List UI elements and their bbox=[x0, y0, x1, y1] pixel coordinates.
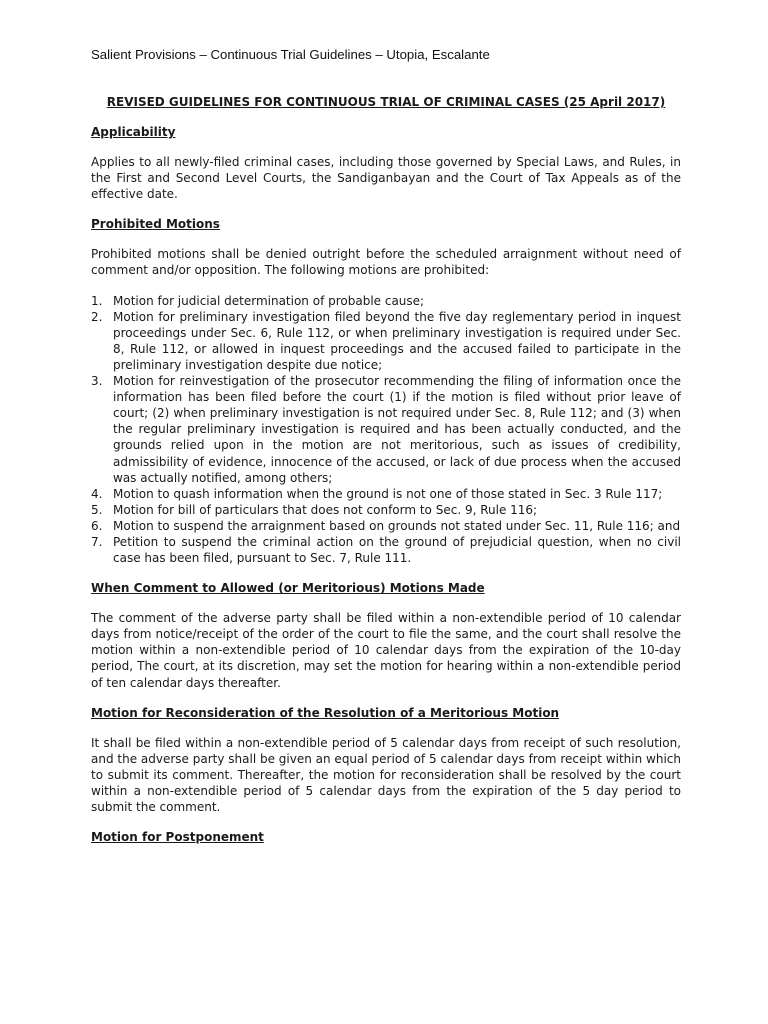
list-item-text: Motion for reinvestigation of the prosecutor recommending the filing of information once the information has been filed before the court (1) if the motion is filed without prior leave of court; (2) when preliminary investigation is not required under Sec. 8, Rule 112; and (3) when the regular preliminary investigation is required and has been actually conducted, and the grounds relied upon in the motion are not meritorious, such as issues of credibility, admissibility of evidence, innocence of the accused, or lack of due process when the accused was actually notified, among others; bbox=[113, 374, 681, 485]
list-item bbox=[91, 309, 681, 373]
list-item-text: Motion to quash information when the ground is not one of those stated in Sec. 3 Rule 117; bbox=[113, 486, 663, 501]
list-item-text: Motion for preliminary investigation filed beyond the five day reglementary period in inquest proceedings under Sec. 6, Rule 112, or when preliminary investigation is required under Sec. 8, Rule 112, or allowed in inquest proceedings and the accused failed to participate in the preliminary investigation despite due notice; bbox=[113, 309, 681, 372]
paragraph-applicability: Applies to all newly-filed criminal cases, including those governed by Special Laws, and Rules, in the First and Second Level Courts, the Sandiganbayan and the Court of Tax Appeals as of the effective date. bbox=[91, 155, 681, 202]
list-item-text: Motion to suspend the arraignment based on grounds not stated under Sec. 11, Rule 116; and bbox=[113, 518, 681, 533]
list-number: 5. bbox=[91, 502, 103, 517]
document-title: REVISED GUIDELINES FOR CONTINUOUS TRIAL OF CRIMINAL CASES (25 April 2017) bbox=[106, 95, 666, 109]
heading-applicability: Applicability bbox=[91, 125, 176, 140]
list-item bbox=[91, 534, 681, 566]
list-item-text: Motion for bill of particulars that does not conform to Sec. 9, Rule 116; bbox=[113, 502, 538, 517]
list-number: 1. bbox=[91, 293, 103, 308]
list-item bbox=[91, 518, 681, 534]
list-item bbox=[91, 373, 681, 486]
heading-comment-to-motions: When Comment to Allowed (or Meritorious) Motions Made bbox=[91, 581, 485, 596]
heading-prohibited-motions: Prohibited Motions bbox=[91, 217, 220, 232]
page-header: Salient Provisions – Continuous Trial Guidelines – Utopia, Escalante bbox=[91, 47, 490, 62]
heading-motion-for-reconsideration: Motion for Reconsideration of the Resolution of a Meritorious Motion bbox=[91, 705, 560, 720]
prohibited-motions-list bbox=[91, 293, 681, 567]
list-item bbox=[91, 502, 681, 518]
list-item-text: Motion for judicial determination of probable cause; bbox=[113, 293, 425, 308]
list-number: 4. bbox=[91, 486, 103, 501]
list-number: 2. bbox=[91, 309, 103, 324]
document-body bbox=[91, 94, 681, 845]
list-item bbox=[91, 486, 681, 502]
list-number: 7. bbox=[91, 534, 103, 549]
list-number: 3. bbox=[91, 374, 103, 389]
list-item bbox=[91, 293, 681, 309]
paragraph-prohibited-motions: Prohibited motions shall be denied outright before the scheduled arraignment without need of comment and/or opposition. The following motions are prohibited: bbox=[91, 247, 681, 278]
list-number: 6. bbox=[91, 518, 103, 533]
heading-motion-for-postponement: Motion for Postponement bbox=[91, 830, 264, 845]
paragraph-motion-for-reconsideration: It shall be filed within a non-extendible period of 5 calendar days from receipt of such resolution, and the adverse party shall be given an equal period of 5 calendar days from receipt within which to submit its comment. Thereafter, the motion for reconsideration shall be resolved by the court within a non-extendible period of 5 calendar days from the expiration of the 5 day period to submit the comment. bbox=[91, 735, 681, 814]
list-item-text: Petition to suspend the criminal action on the ground of prejudicial question, when no civil case has been filed, pursuant to Sec. 7, Rule 111. bbox=[113, 534, 681, 566]
paragraph-comment-to-motions: The comment of the adverse party shall be filed within a non-extendible period of 10 calendar days from notice/receipt of the order of the court to file the same, and the court shall resolve the motion within a non-extendible period of 10 calendar days from the expiration of the 10-day period, The court, at its discretion, may set the motion for hearing within a non-extendible period of ten calendar days thereafter. bbox=[91, 611, 681, 690]
